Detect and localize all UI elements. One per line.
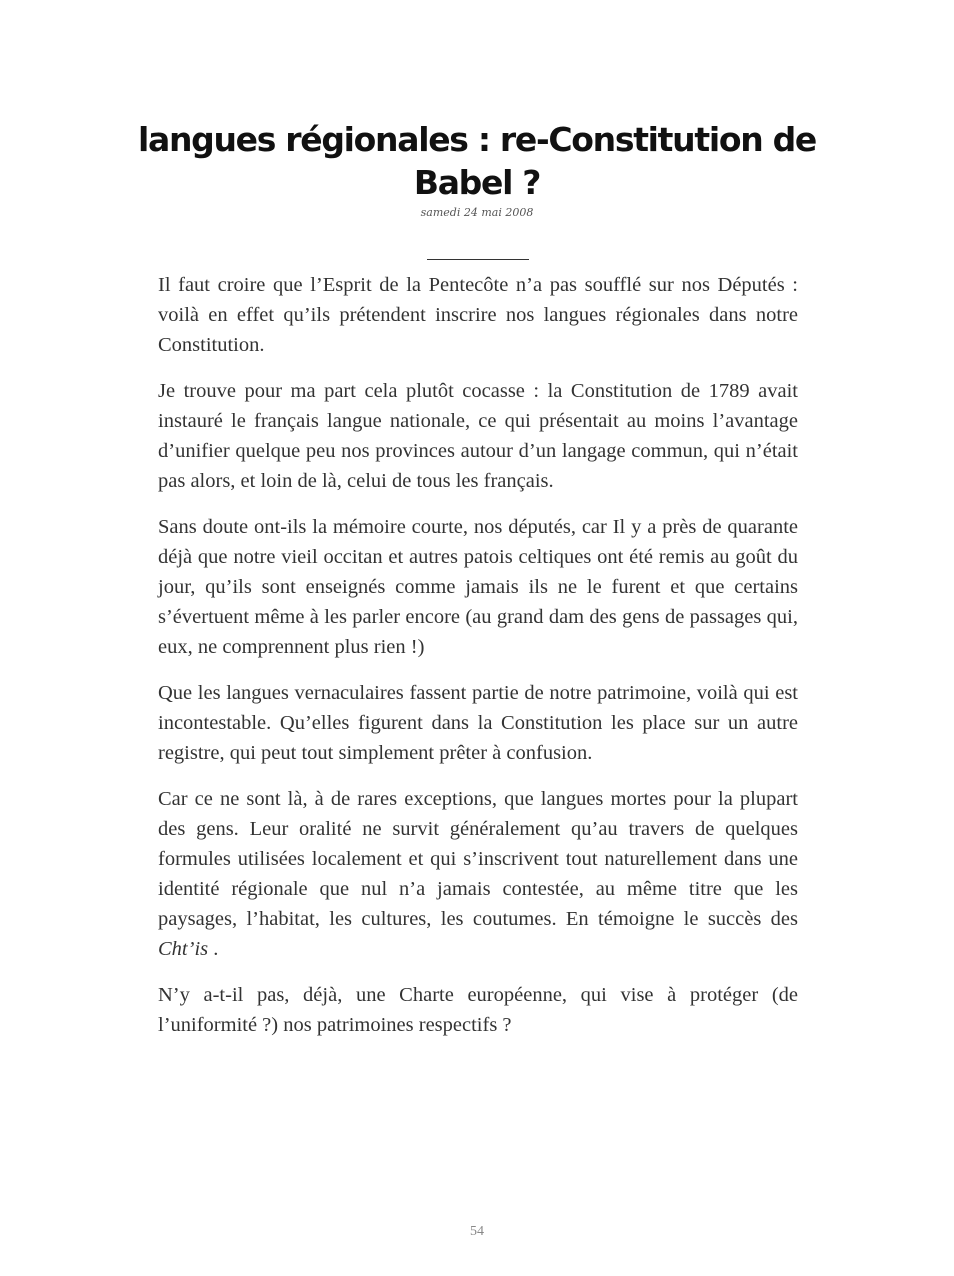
- article-body: [158, 270, 798, 1056]
- paragraph-5-tail: .: [208, 938, 219, 960]
- paragraph-6: N’y a-t-il pas, déjà, une Charte européenne, qui vise à protéger (de l’uniformité ?) nos patrimoines respectifs ?: [158, 984, 798, 1036]
- page-number: 54: [470, 1224, 484, 1239]
- title-line-1: langues régionales : re-Constitution de: [137, 120, 816, 159]
- title-line-2: Babel ?: [413, 163, 541, 202]
- page-title: [120, 118, 834, 204]
- publication-date: samedi 24 mai 2008: [420, 206, 534, 219]
- paragraph-4: Que les langues vernaculaires fassent partie de notre patrimoine, voilà qui est incontestable. Qu’elles figurent dans la Constitution les place sur un autre registre, qui peut tout simplement prêter à confusion.: [158, 682, 798, 764]
- paragraph-5: [158, 784, 798, 964]
- paragraph-5-text: Car ce ne sont là, à de rares exceptions, que langues mortes pour la plupart des gens. Leur oralité ne survit généralement qu’au travers de quelques formules utilisées localement et qui s’inscrivent tout naturellement dans une identité régionale que nul n’a jamais contestée, au même titre que les paysages, l’habitat, les cultures, les coutumes. En témoigne le succès des: [158, 788, 798, 930]
- paragraph-1: Il faut croire que l’Esprit de la Pentecôte n’a pas soufflé sur nos Députés : voilà en effet qu’ils prétendent inscrire nos langues régionales dans notre Constitution.: [158, 274, 798, 356]
- paragraph-3: Sans doute ont-ils la mémoire courte, nos députés, car Il y a près de quarante déjà que notre vieil occitan et autres patois celtiques ont été remis au goût du jour, qu’ils sont enseignés comme jamais ils ne le furent et que certains s’évertuent même à les parler encore (au grand dam des gens de passages qui, eux, ne comprennent plus rien !): [158, 516, 798, 658]
- title-separator: [427, 259, 529, 260]
- paragraph-2: Je trouve pour ma part cela plutôt cocasse : la Constitution de 1789 avait instauré le français langue nationale, ce qui présentait au moins l’avantage d’unifier quelque peu nos provinces autour d’un langage commun, qui n’était pas alors, et loin de là, celui de tous les français.: [158, 380, 798, 492]
- chtis-emphasis: Cht’is: [158, 938, 209, 960]
